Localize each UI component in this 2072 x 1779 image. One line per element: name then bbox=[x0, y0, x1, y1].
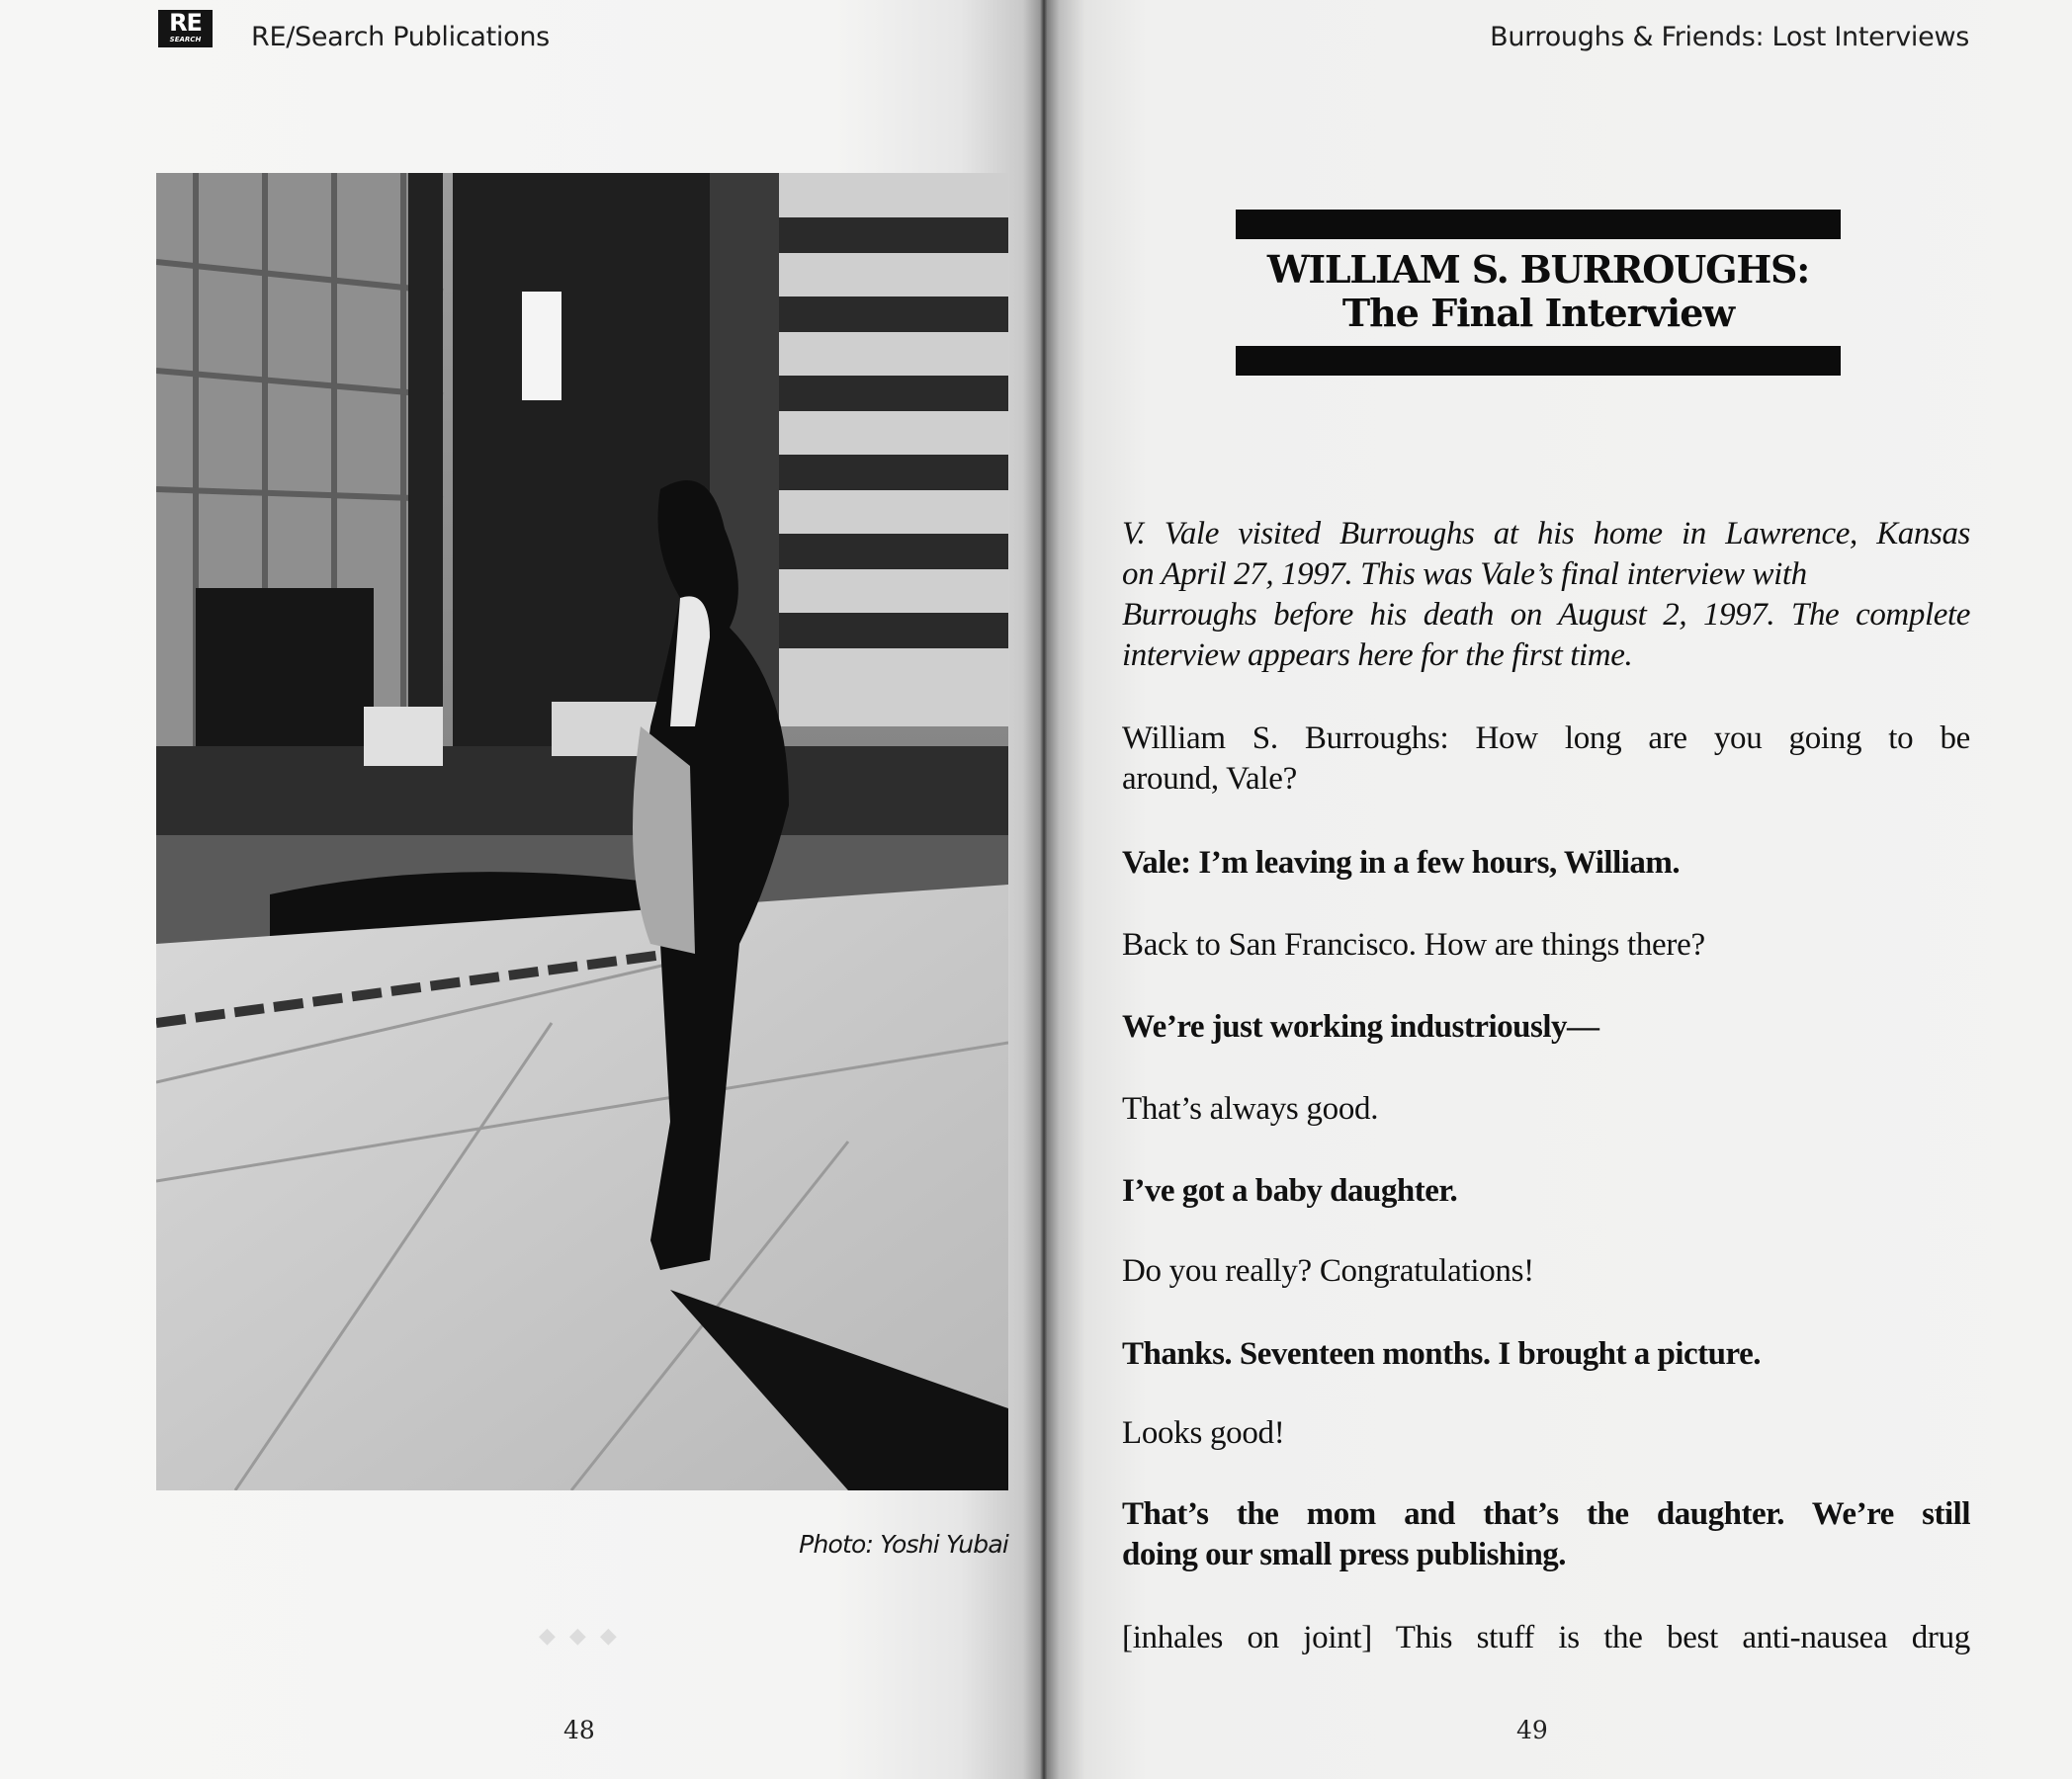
intro-paragraph: V. Vale visited Burroughs at his home in Lawrence, Kansas on April 27, 1997. This was Vale’s final interview with Burroughs before his death on August 2, 1997. The complete interview appears here for the first time. bbox=[1122, 516, 1970, 673]
street-photo bbox=[156, 173, 1008, 1490]
dialogue-vale: doing our small press publishing. bbox=[1122, 1537, 1567, 1572]
research-logo-icon: RE SEARCH bbox=[158, 10, 213, 47]
title-rule-top bbox=[1236, 210, 1841, 239]
dialogue-burroughs: That’s always good. bbox=[1122, 1091, 1379, 1127]
book-spine bbox=[1040, 0, 1048, 1779]
page-number-right: 49 bbox=[1516, 1716, 1548, 1744]
dialogue-burroughs: around, Vale? bbox=[1122, 761, 1297, 797]
dialogue-vale: Vale: I’m leaving in a few hours, William. bbox=[1122, 845, 1681, 881]
title-rule-bottom bbox=[1236, 346, 1841, 376]
bleed-through-ornament: ◆◆◆ bbox=[539, 1624, 631, 1649]
dialogue-burroughs: William S. Burroughs: How long are you going to be bbox=[1122, 720, 1970, 756]
publisher-header: RE/Search Publications bbox=[251, 22, 550, 52]
dialogue-burroughs: Back to San Francisco. How are things there? bbox=[1122, 927, 1705, 963]
dialogue-vale: We’re just working industriously— bbox=[1122, 1009, 1599, 1045]
chapter-title: WILLIAM S. BURROUGHS: bbox=[1266, 247, 1810, 292]
dialogue-burroughs: Do you really? Congratulations! bbox=[1122, 1253, 1534, 1289]
chapter-subtitle: The Final Interview bbox=[1341, 291, 1735, 335]
photo-image bbox=[156, 173, 1008, 1490]
dialogue-vale: I’ve got a baby daughter. bbox=[1122, 1173, 1458, 1209]
dialogue-burroughs: Looks good! bbox=[1122, 1415, 1285, 1451]
dialogue-vale: Thanks. Seventeen months. I brought a picture. bbox=[1122, 1336, 1761, 1372]
page-number-left: 48 bbox=[563, 1716, 595, 1744]
running-title-header: Burroughs & Friends: Lost Interviews bbox=[1490, 22, 1969, 52]
photo-caption: Photo: Yoshi Yubai bbox=[799, 1530, 1008, 1559]
dialogue-burroughs: [inhales on joint] This stuff is the best anti-nausea drug bbox=[1122, 1620, 1970, 1655]
dialogue-vale: That’s the mom and that’s the daughter. We’re still bbox=[1122, 1496, 1970, 1532]
